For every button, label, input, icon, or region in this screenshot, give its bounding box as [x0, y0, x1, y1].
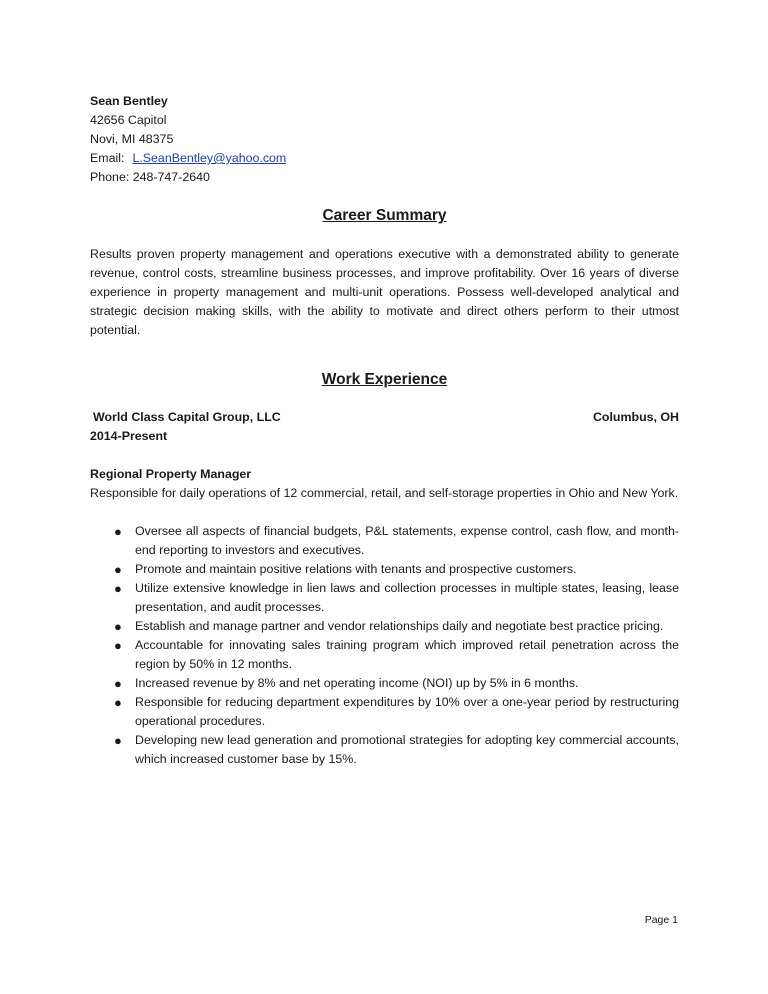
list-item-text: Promote and maintain positive relations with tenants and prospective customers.	[135, 562, 577, 576]
list-item	[90, 693, 679, 731]
list-item	[90, 579, 679, 617]
list-item	[90, 617, 679, 636]
list-item	[90, 522, 679, 560]
contact-street: 42656 Capitol	[90, 113, 167, 127]
career-summary-text: Results proven property management and operations executive with a demonstrated ability to generate revenue, control costs, streamline business processes, and improve profitability. Over 16 years of diverse experience in property management and multi-unit operations. Possess well-developed analytical and strategic decision making skills, with the ability to motivate and direct others perform to their utmost potential.	[90, 247, 679, 337]
list-item	[90, 560, 679, 579]
list-item-text: Responsible for reducing department expenditures by 10% over a one-year period by restructuring operational procedures.	[135, 695, 679, 728]
bullet-icon: ●	[114, 524, 122, 539]
list-item-text: Establish and manage partner and vendor relationships daily and negotiate best practice pricing.	[135, 619, 664, 633]
contact-block	[90, 92, 679, 187]
bullet-icon: ●	[114, 695, 122, 710]
contact-city: Novi, MI 48375	[90, 132, 174, 146]
contact-email-row	[90, 149, 679, 168]
bullet-icon: ●	[114, 581, 122, 596]
bullet-icon: ●	[114, 733, 122, 748]
bullet-icon: ●	[114, 619, 122, 634]
list-item-text: Increased revenue by 8% and net operating income (NOI) up by 5% in 6 months.	[135, 676, 579, 690]
page-number: Page 1	[644, 914, 678, 926]
list-item-text: Oversee all aspects of financial budgets, P&L statements, expense control, cash flow, and month-end reporting to investors and executives.	[135, 524, 679, 557]
job-header	[90, 408, 679, 427]
resume-page	[90, 92, 679, 769]
career-summary-heading: Career Summary	[322, 207, 447, 224]
job-dates: 2014-Present	[90, 429, 168, 443]
responsibility-list	[90, 522, 679, 769]
contact-name: Sean Bentley	[90, 94, 168, 108]
email-link[interactable]: L.SeanBentley@yahoo.com	[132, 151, 287, 165]
job-description: Responsible for daily operations of 12 commercial, retail, and self-storage properties in Ohio and New York.	[90, 486, 679, 500]
list-item-text: Developing new lead generation and promotional strategies for adopting key commercial accounts, which increased customer base by 15%.	[135, 733, 679, 766]
job-title: Regional Property Manager	[90, 467, 252, 481]
job-location: Columbus, OH	[592, 410, 679, 424]
list-item	[90, 674, 679, 693]
list-item-text: Utilize extensive knowledge in lien laws and collection processes in multiple states, leasing, lease presentation, and audit processes.	[135, 581, 679, 614]
work-experience-heading: Work Experience	[321, 371, 448, 388]
bullet-icon: ●	[114, 562, 122, 577]
list-item	[90, 636, 679, 674]
list-item	[90, 731, 679, 769]
list-item-text: Accountable for innovating sales training program which improved retail penetration across the region by 50% in 12 months.	[135, 638, 679, 671]
bullet-icon: ●	[114, 638, 122, 653]
bullet-icon: ●	[114, 676, 122, 691]
contact-phone: Phone: 248-747-2640	[90, 170, 210, 184]
email-label: Email:	[90, 151, 125, 165]
company-name: World Class Capital Group, LLC	[93, 410, 281, 424]
